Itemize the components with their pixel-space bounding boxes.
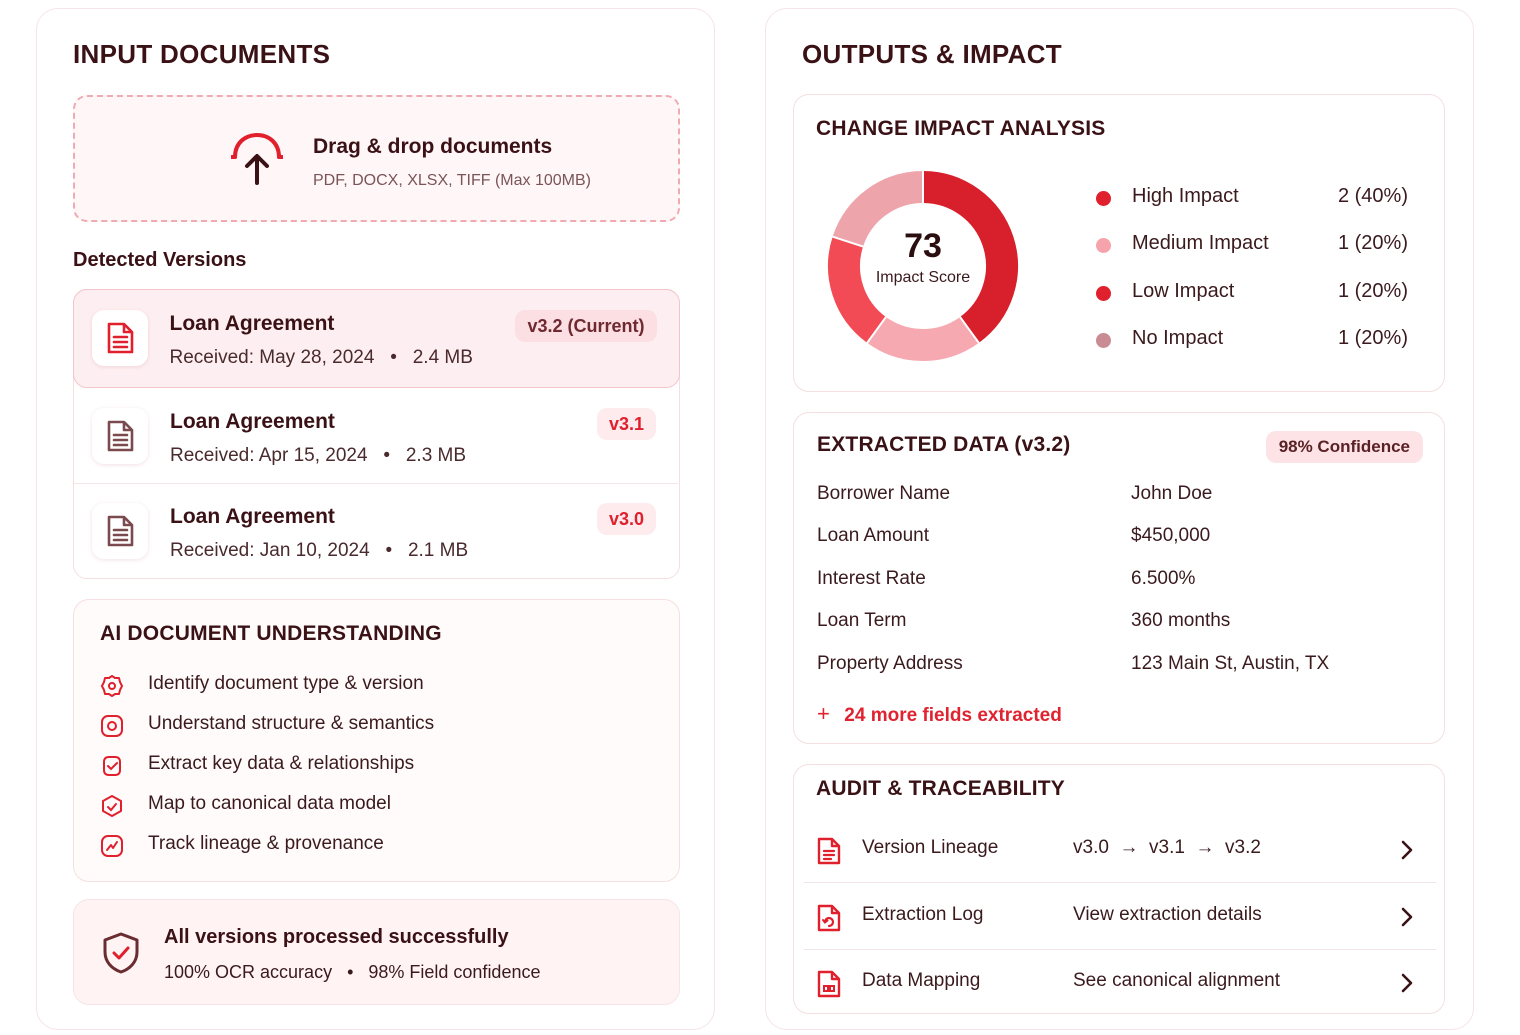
legend-name: Medium Impact xyxy=(1132,232,1269,254)
version-meta: Received: Jan 10, 2024 • 2.1 MB xyxy=(170,540,469,561)
extract-icon xyxy=(100,754,124,778)
impact-score-label: Impact Score xyxy=(875,269,971,286)
extracted-data-title: EXTRACTED DATA (v3.2) xyxy=(817,433,1071,456)
shield-check-icon xyxy=(102,932,140,974)
field-value: 123 Main St, Austin, TX xyxy=(1131,653,1330,674)
ai-item-label: Understand structure & semantics xyxy=(148,713,435,734)
audit-traceability-card xyxy=(793,764,1445,1014)
ai-understanding-card xyxy=(73,599,680,882)
document-icon-box xyxy=(92,408,148,464)
versions-list xyxy=(73,289,680,579)
audit-row-extraction-log[interactable] xyxy=(804,884,1436,950)
ai-item xyxy=(100,752,660,780)
version-meta: Received: May 28, 2024 • 2.4 MB xyxy=(169,346,473,368)
ai-item xyxy=(100,712,660,740)
document-icon xyxy=(106,515,134,547)
donut-segment-medium-impact xyxy=(877,330,970,345)
plus-icon: + xyxy=(817,701,830,726)
version-meta: Received: Apr 15, 2024 • 2.3 MB xyxy=(170,445,467,466)
version-row-v3-1[interactable] xyxy=(74,388,678,484)
legend-high-impact xyxy=(1096,183,1408,213)
trend-icon xyxy=(100,834,124,858)
more-fields-link[interactable] xyxy=(817,701,1062,727)
version-name: Loan Agreement xyxy=(170,410,335,433)
row-divider xyxy=(804,882,1436,883)
legend-value: 1 (20%) xyxy=(1337,280,1408,302)
field-row-loan-amount xyxy=(817,525,1417,553)
success-subtitle: 100% OCR accuracy • 98% Field confidence xyxy=(164,962,541,982)
impact-donut-chart xyxy=(826,169,1020,363)
audit-row-value: View extraction details xyxy=(1073,904,1262,925)
ai-item xyxy=(100,792,660,820)
audit-row-label: Data Mapping xyxy=(862,970,981,991)
legend-dot xyxy=(1096,286,1111,301)
ai-understanding-title: AI DOCUMENT UNDERSTANDING xyxy=(100,622,442,645)
success-card xyxy=(73,899,680,1005)
field-value: 360 months xyxy=(1131,610,1231,631)
outputs-impact-panel xyxy=(765,8,1474,1030)
confidence-badge: 98% Confidence xyxy=(1266,431,1423,463)
dropzone-subtitle: PDF, DOCX, XLSX, TIFF (Max 100MB) xyxy=(313,172,591,189)
legend-medium-impact xyxy=(1096,230,1408,260)
version-badge: v3.0 xyxy=(597,503,656,535)
document-icon-box xyxy=(92,310,148,366)
ai-item-label: Map to canonical data model xyxy=(148,793,391,814)
chevron-right-icon xyxy=(1400,906,1414,928)
map-icon xyxy=(100,794,124,818)
badge-scan-icon xyxy=(100,674,124,698)
extracted-data-card xyxy=(793,412,1445,744)
ai-item xyxy=(100,672,660,700)
version-name: Loan Agreement xyxy=(170,505,335,528)
legend-value: 1 (20%) xyxy=(1337,232,1408,254)
version-name: Loan Agreement xyxy=(169,311,335,335)
legend-name: High Impact xyxy=(1132,185,1239,207)
document-link-icon xyxy=(816,970,842,998)
field-key: Borrower Name xyxy=(817,483,951,504)
change-impact-card xyxy=(793,94,1445,392)
field-row-loan-term xyxy=(817,610,1417,638)
cloud-upload-icon xyxy=(231,131,283,187)
impact-score-value: 73 xyxy=(904,227,942,265)
input-documents-title: INPUT DOCUMENTS xyxy=(73,39,331,69)
legend-name: Low Impact xyxy=(1132,280,1235,302)
document-icon xyxy=(816,837,842,865)
target-icon xyxy=(100,714,124,738)
more-fields-label: 24 more fields extracted xyxy=(844,705,1062,726)
document-icon-box xyxy=(92,503,148,559)
chevron-right-icon xyxy=(1400,972,1414,994)
legend-low-impact xyxy=(1096,278,1408,308)
legend-no-impact xyxy=(1096,325,1408,355)
audit-row-value: v3.0 → v3.1 → v3.2 xyxy=(1073,837,1261,858)
field-key: Loan Term xyxy=(817,610,907,631)
chevron-right-icon xyxy=(1400,839,1414,861)
field-key: Interest Rate xyxy=(817,568,926,589)
upload-dropzone[interactable] xyxy=(73,95,680,222)
detected-versions-label: Detected Versions xyxy=(73,249,247,271)
ai-item-label: Track lineage & provenance xyxy=(148,833,384,854)
audit-row-version-lineage[interactable] xyxy=(804,817,1436,883)
audit-row-value: See canonical alignment xyxy=(1073,970,1281,991)
change-impact-title: CHANGE IMPACT ANALYSIS xyxy=(816,117,1106,140)
version-badge: v3.1 xyxy=(597,408,656,440)
field-row-interest-rate xyxy=(817,568,1417,596)
version-badge: v3.2 (Current) xyxy=(515,310,656,342)
document-refresh-icon xyxy=(816,904,842,932)
audit-row-label: Version Lineage xyxy=(862,837,999,858)
field-value: 6.500% xyxy=(1131,568,1196,589)
audit-row-data-mapping[interactable] xyxy=(804,950,1436,1016)
legend-name: No Impact xyxy=(1132,327,1224,349)
field-key: Loan Amount xyxy=(817,525,929,546)
legend-value: 2 (40%) xyxy=(1337,185,1408,207)
legend-value: 1 (20%) xyxy=(1337,327,1408,349)
version-row-v3-2[interactable] xyxy=(73,289,680,388)
version-row-v3-0[interactable] xyxy=(74,483,678,579)
input-documents-panel xyxy=(36,8,715,1030)
field-row-borrower-name xyxy=(817,483,1417,511)
audit-row-label: Extraction Log xyxy=(862,904,984,925)
ai-item-label: Extract key data & relationships xyxy=(148,753,415,774)
success-title: All versions processed successfully xyxy=(164,926,509,948)
dropzone-title: Drag & drop documents xyxy=(313,135,553,158)
document-icon xyxy=(106,420,134,452)
ai-item xyxy=(100,832,660,860)
field-key: Property Address xyxy=(817,653,963,674)
document-icon xyxy=(106,322,134,354)
legend-dot xyxy=(1096,238,1111,253)
field-value: John Doe xyxy=(1131,483,1213,504)
legend-dot xyxy=(1096,333,1111,348)
field-value: $450,000 xyxy=(1131,525,1211,546)
legend-dot xyxy=(1096,191,1111,206)
field-row-property-address xyxy=(817,653,1417,681)
outputs-impact-title: OUTPUTS & IMPACT xyxy=(802,39,1062,69)
audit-traceability-title: AUDIT & TRACEABILITY xyxy=(816,777,1065,800)
ai-item-label: Identify document type & version xyxy=(148,673,424,694)
